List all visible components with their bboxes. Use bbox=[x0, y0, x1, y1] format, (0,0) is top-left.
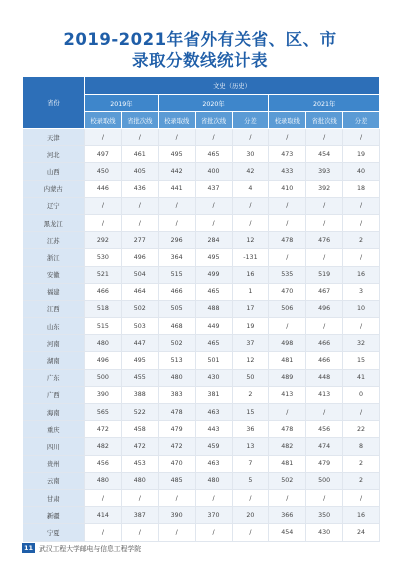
province-cell: 贵州 bbox=[23, 455, 85, 472]
score-cell: / bbox=[269, 318, 306, 335]
score-cell: / bbox=[306, 197, 343, 214]
score-cell: / bbox=[121, 197, 158, 214]
province-cell: 海南 bbox=[23, 404, 85, 421]
score-cell: / bbox=[232, 197, 269, 214]
table-row bbox=[23, 472, 380, 489]
score-cell: 481 bbox=[269, 455, 306, 472]
score-cell: / bbox=[306, 214, 343, 231]
score-cell: 459 bbox=[195, 438, 232, 455]
table-row bbox=[23, 146, 380, 163]
score-cell: 12 bbox=[232, 352, 269, 369]
province-cell: 福建 bbox=[23, 283, 85, 300]
score-cell: 473 bbox=[269, 146, 306, 163]
score-cell: / bbox=[195, 524, 232, 541]
score-cell: 480 bbox=[85, 335, 122, 352]
score-cell: 413 bbox=[269, 386, 306, 403]
score-cell: 16 bbox=[343, 507, 380, 524]
score-cell: 32 bbox=[343, 335, 380, 352]
score-cell: / bbox=[121, 214, 158, 231]
score-cell: / bbox=[306, 249, 343, 266]
score-cell: 530 bbox=[85, 249, 122, 266]
score-cell: / bbox=[269, 197, 306, 214]
score-cell: 277 bbox=[121, 232, 158, 249]
score-cell: 485 bbox=[158, 472, 195, 489]
score-cell: 1 bbox=[232, 283, 269, 300]
score-cell: 499 bbox=[195, 266, 232, 283]
score-cell: / bbox=[306, 404, 343, 421]
score-cell: / bbox=[232, 524, 269, 541]
score-cell: 472 bbox=[158, 438, 195, 455]
score-cell: 464 bbox=[121, 283, 158, 300]
score-cell: 502 bbox=[158, 335, 195, 352]
province-cell: 宁夏 bbox=[23, 524, 85, 541]
score-cell: 366 bbox=[269, 507, 306, 524]
score-cell: / bbox=[343, 129, 380, 146]
score-cell: 390 bbox=[158, 507, 195, 524]
score-cell: 50 bbox=[232, 369, 269, 386]
score-cell: / bbox=[306, 129, 343, 146]
score-cell: / bbox=[195, 489, 232, 506]
score-cell: 504 bbox=[121, 266, 158, 283]
subheader-cell: 分差 bbox=[343, 112, 380, 129]
province-cell: 内蒙古 bbox=[23, 180, 85, 197]
score-cell: 13 bbox=[232, 438, 269, 455]
score-cell: 2 bbox=[343, 232, 380, 249]
province-cell: 云南 bbox=[23, 472, 85, 489]
score-cell: 4 bbox=[232, 180, 269, 197]
score-cell: / bbox=[343, 249, 380, 266]
score-cell: 513 bbox=[158, 352, 195, 369]
score-cell: 501 bbox=[195, 352, 232, 369]
score-cell: 16 bbox=[343, 266, 380, 283]
score-cell: 392 bbox=[306, 180, 343, 197]
score-cell: 381 bbox=[195, 386, 232, 403]
score-cell: 472 bbox=[85, 421, 122, 438]
score-cell: 0 bbox=[343, 386, 380, 403]
table-row bbox=[23, 197, 380, 214]
score-cell: 24 bbox=[343, 524, 380, 541]
score-cell: / bbox=[158, 129, 195, 146]
score-cell: / bbox=[232, 489, 269, 506]
page-subtitle: 录取分数线统计表 bbox=[132, 51, 268, 70]
table-row bbox=[23, 386, 380, 403]
score-cell: / bbox=[85, 214, 122, 231]
score-cell: 497 bbox=[85, 146, 122, 163]
table-row bbox=[23, 180, 380, 197]
score-cell: / bbox=[269, 249, 306, 266]
score-cell: 388 bbox=[121, 386, 158, 403]
score-cell: / bbox=[306, 318, 343, 335]
score-cell: 498 bbox=[269, 335, 306, 352]
score-cell: 474 bbox=[306, 438, 343, 455]
score-cell: 465 bbox=[195, 146, 232, 163]
score-cell: 296 bbox=[158, 232, 195, 249]
score-cell: 502 bbox=[269, 472, 306, 489]
table-row bbox=[23, 129, 380, 146]
score-cell: 503 bbox=[121, 318, 158, 335]
province-cell: 山东 bbox=[23, 318, 85, 335]
score-cell: / bbox=[158, 214, 195, 231]
year-header-2021: 2021年 bbox=[269, 95, 380, 112]
province-cell: 黑龙江 bbox=[23, 214, 85, 231]
score-cell: 19 bbox=[232, 318, 269, 335]
province-cell: 四川 bbox=[23, 438, 85, 455]
score-cell: 455 bbox=[121, 369, 158, 386]
score-cell: 5 bbox=[232, 472, 269, 489]
score-cell: 495 bbox=[195, 249, 232, 266]
province-cell: 江苏 bbox=[23, 232, 85, 249]
score-cell: 284 bbox=[195, 232, 232, 249]
table-row bbox=[23, 232, 380, 249]
score-cell: / bbox=[343, 318, 380, 335]
score-cell: 502 bbox=[121, 300, 158, 317]
score-cell: 436 bbox=[121, 180, 158, 197]
score-cell: 41 bbox=[343, 369, 380, 386]
score-cell: 478 bbox=[158, 404, 195, 421]
score-cell: 519 bbox=[306, 266, 343, 283]
score-cell: 15 bbox=[343, 352, 380, 369]
province-cell: 江西 bbox=[23, 300, 85, 317]
score-cell: / bbox=[343, 214, 380, 231]
table-row bbox=[23, 507, 380, 524]
score-cell: 463 bbox=[195, 404, 232, 421]
score-cell: 18 bbox=[343, 180, 380, 197]
score-cell: 405 bbox=[121, 163, 158, 180]
table-row bbox=[23, 335, 380, 352]
score-cell: 350 bbox=[306, 507, 343, 524]
page-number: 11 bbox=[24, 544, 34, 552]
score-cell: / bbox=[158, 489, 195, 506]
score-cell: 387 bbox=[121, 507, 158, 524]
score-cell: 500 bbox=[306, 472, 343, 489]
score-cell: 449 bbox=[195, 318, 232, 335]
score-cell: 446 bbox=[85, 180, 122, 197]
score-cell: 20 bbox=[232, 507, 269, 524]
score-cell: 15 bbox=[232, 404, 269, 421]
score-cell: 16 bbox=[232, 266, 269, 283]
score-cell: / bbox=[85, 129, 122, 146]
score-cell: 482 bbox=[85, 438, 122, 455]
year-header-2020: 2020年 bbox=[158, 95, 269, 112]
province-cell: 天津 bbox=[23, 129, 85, 146]
score-cell: 40 bbox=[343, 163, 380, 180]
score-cell: 10 bbox=[343, 300, 380, 317]
score-cell: / bbox=[269, 404, 306, 421]
province-column-header: 省份 bbox=[23, 77, 85, 129]
score-cell: 453 bbox=[121, 455, 158, 472]
score-cell: 450 bbox=[85, 163, 122, 180]
score-cell: 472 bbox=[121, 438, 158, 455]
score-cell: / bbox=[195, 214, 232, 231]
score-cell: / bbox=[195, 197, 232, 214]
score-cell: 410 bbox=[269, 180, 306, 197]
score-cell: 465 bbox=[195, 335, 232, 352]
score-cell: 495 bbox=[121, 352, 158, 369]
score-cell: 8 bbox=[343, 438, 380, 455]
score-cell: 2 bbox=[343, 455, 380, 472]
score-cell: 470 bbox=[158, 455, 195, 472]
table-row bbox=[23, 214, 380, 231]
province-cell: 甘肃 bbox=[23, 489, 85, 506]
score-cell: / bbox=[85, 197, 122, 214]
score-cell: 476 bbox=[306, 232, 343, 249]
score-cell: 414 bbox=[85, 507, 122, 524]
score-cell: 468 bbox=[158, 318, 195, 335]
score-cell: / bbox=[121, 524, 158, 541]
score-cell: 36 bbox=[232, 421, 269, 438]
score-cell: 458 bbox=[121, 421, 158, 438]
score-cell: 456 bbox=[306, 421, 343, 438]
page-footer bbox=[22, 541, 141, 555]
score-cell: 443 bbox=[195, 421, 232, 438]
year-header-2019: 2019年 bbox=[85, 95, 159, 112]
score-cell: / bbox=[306, 489, 343, 506]
score-cell: 430 bbox=[306, 524, 343, 541]
score-cell: / bbox=[232, 129, 269, 146]
score-cell: 480 bbox=[85, 472, 122, 489]
score-cell: / bbox=[232, 214, 269, 231]
score-cell: 22 bbox=[343, 421, 380, 438]
score-cell: 565 bbox=[85, 404, 122, 421]
score-cell: / bbox=[85, 489, 122, 506]
table-row bbox=[23, 524, 380, 541]
score-cell: 467 bbox=[306, 283, 343, 300]
subheader-cell: 校录取线 bbox=[158, 112, 195, 129]
table-row bbox=[23, 283, 380, 300]
score-cell: 480 bbox=[195, 472, 232, 489]
score-cell: 433 bbox=[269, 163, 306, 180]
category-header: 文史（历史） bbox=[85, 77, 380, 95]
score-cell: 478 bbox=[269, 421, 306, 438]
table-row bbox=[23, 404, 380, 421]
score-cell: / bbox=[195, 129, 232, 146]
score-cell: 37 bbox=[232, 335, 269, 352]
table-row bbox=[23, 438, 380, 455]
province-cell: 山西 bbox=[23, 163, 85, 180]
score-cell: 463 bbox=[195, 455, 232, 472]
score-cell: 364 bbox=[158, 249, 195, 266]
score-cell: 2 bbox=[232, 386, 269, 403]
score-cell: 535 bbox=[269, 266, 306, 283]
admission-score-table bbox=[22, 76, 380, 542]
province-cell: 安徽 bbox=[23, 266, 85, 283]
score-cell: 413 bbox=[306, 386, 343, 403]
score-cell: 515 bbox=[85, 318, 122, 335]
score-cell: / bbox=[269, 214, 306, 231]
score-cell: 454 bbox=[306, 146, 343, 163]
province-cell: 河北 bbox=[23, 146, 85, 163]
table-row bbox=[23, 489, 380, 506]
score-cell: 447 bbox=[121, 335, 158, 352]
score-cell: 489 bbox=[269, 369, 306, 386]
score-cell: 505 bbox=[158, 300, 195, 317]
score-cell: 488 bbox=[195, 300, 232, 317]
score-cell: 437 bbox=[195, 180, 232, 197]
province-cell: 重庆 bbox=[23, 421, 85, 438]
score-cell: 42 bbox=[232, 163, 269, 180]
score-cell: / bbox=[343, 197, 380, 214]
table-row bbox=[23, 352, 380, 369]
province-cell: 浙江 bbox=[23, 249, 85, 266]
score-cell: 393 bbox=[306, 163, 343, 180]
table-row bbox=[23, 249, 380, 266]
subheader-cell: 分差 bbox=[232, 112, 269, 129]
score-cell: 480 bbox=[158, 369, 195, 386]
score-cell: 442 bbox=[158, 163, 195, 180]
subheader-cell: 校录取线 bbox=[85, 112, 122, 129]
table-row bbox=[23, 163, 380, 180]
score-cell: 500 bbox=[85, 369, 122, 386]
table-row bbox=[23, 318, 380, 335]
score-cell: 496 bbox=[121, 249, 158, 266]
page-title: 2019-2021年省外有关省、区、市 bbox=[63, 30, 337, 49]
province-cell: 辽宁 bbox=[23, 197, 85, 214]
score-cell: 480 bbox=[121, 472, 158, 489]
score-cell: 400 bbox=[195, 163, 232, 180]
score-cell: 7 bbox=[232, 455, 269, 472]
score-cell: 496 bbox=[306, 300, 343, 317]
province-cell: 河南 bbox=[23, 335, 85, 352]
score-cell: 292 bbox=[85, 232, 122, 249]
score-cell: 521 bbox=[85, 266, 122, 283]
score-cell: 430 bbox=[195, 369, 232, 386]
score-cell: 466 bbox=[158, 283, 195, 300]
score-cell: -131 bbox=[232, 249, 269, 266]
score-cell: 17 bbox=[232, 300, 269, 317]
province-cell: 广西 bbox=[23, 386, 85, 403]
score-cell: / bbox=[158, 524, 195, 541]
score-cell: / bbox=[269, 129, 306, 146]
score-cell: 466 bbox=[85, 283, 122, 300]
score-cell: 19 bbox=[343, 146, 380, 163]
score-cell: 495 bbox=[158, 146, 195, 163]
table-row bbox=[23, 455, 380, 472]
score-cell: 496 bbox=[85, 352, 122, 369]
score-cell: 390 bbox=[85, 386, 122, 403]
score-cell: 478 bbox=[269, 232, 306, 249]
score-cell: 479 bbox=[306, 455, 343, 472]
score-cell: / bbox=[121, 489, 158, 506]
score-cell: 479 bbox=[158, 421, 195, 438]
score-cell: / bbox=[343, 489, 380, 506]
score-cell: / bbox=[158, 197, 195, 214]
table-row bbox=[23, 369, 380, 386]
score-cell: 383 bbox=[158, 386, 195, 403]
score-cell: 465 bbox=[195, 283, 232, 300]
school-name: 武汉工程大学邮电与信息工程学院 bbox=[39, 545, 141, 553]
score-cell: 522 bbox=[121, 404, 158, 421]
score-cell: 470 bbox=[269, 283, 306, 300]
score-cell: / bbox=[269, 489, 306, 506]
province-cell: 湖南 bbox=[23, 352, 85, 369]
score-cell: 370 bbox=[195, 507, 232, 524]
score-cell: 3 bbox=[343, 283, 380, 300]
score-cell: 12 bbox=[232, 232, 269, 249]
score-cell: 518 bbox=[85, 300, 122, 317]
score-cell: 441 bbox=[158, 180, 195, 197]
score-cell: 454 bbox=[269, 524, 306, 541]
score-cell: 461 bbox=[121, 146, 158, 163]
table-row bbox=[23, 266, 380, 283]
province-cell: 广东 bbox=[23, 369, 85, 386]
score-cell: / bbox=[121, 129, 158, 146]
score-cell: 466 bbox=[306, 335, 343, 352]
score-cell: 30 bbox=[232, 146, 269, 163]
score-cell: 2 bbox=[343, 472, 380, 489]
score-cell: 466 bbox=[306, 352, 343, 369]
subheader-cell: 省批次线 bbox=[121, 112, 158, 129]
table-row bbox=[23, 300, 380, 317]
table-row bbox=[23, 421, 380, 438]
score-cell: 481 bbox=[269, 352, 306, 369]
subheader-cell: 省批次线 bbox=[306, 112, 343, 129]
score-cell: 448 bbox=[306, 369, 343, 386]
subheader-cell: 校录取线 bbox=[269, 112, 306, 129]
province-cell: 新疆 bbox=[23, 507, 85, 524]
score-cell: 482 bbox=[269, 438, 306, 455]
score-cell: 456 bbox=[85, 455, 122, 472]
subheader-cell: 省批次线 bbox=[195, 112, 232, 129]
score-cell: / bbox=[343, 404, 380, 421]
score-cell: 506 bbox=[269, 300, 306, 317]
score-cell: 515 bbox=[158, 266, 195, 283]
score-cell: / bbox=[85, 524, 122, 541]
